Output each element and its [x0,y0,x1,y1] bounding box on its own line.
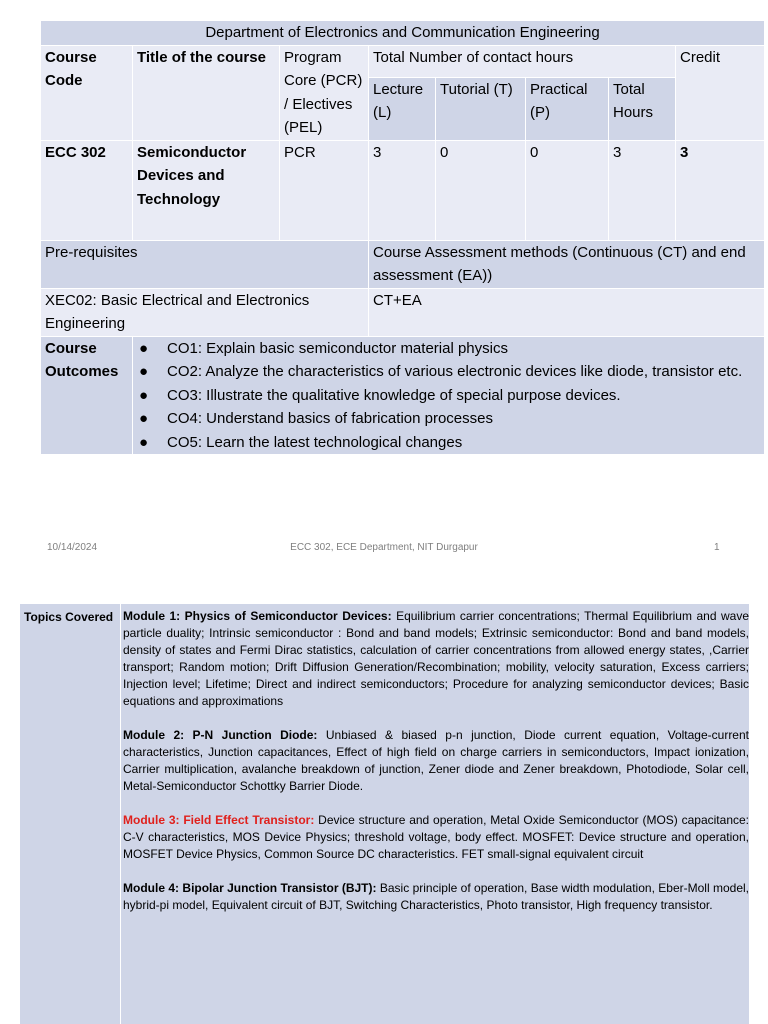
outcomes-label: Course Outcomes [41,336,133,455]
module-1 [123,608,749,710]
course-title: Semiconductor Devices and Technology [133,140,280,240]
header-practical: Practical (P) [526,77,609,140]
prerequisite-value: XEC02: Basic Electrical and Electronics Engineering [41,288,369,336]
module-text: Basic principle of operation, Base width modulation, Eber-Moll model, hybrid-pi model, Equivalent circuit of BJT, Switching Characteristics, Photo transistor, High frequency transistor. [123,881,749,912]
course-tutorial: 0 [436,140,526,240]
course-lecture: 3 [369,140,436,240]
module-text: Equilibrium carrier concentrations; Thermal Equilibrium and wave particle duality; Intrinsic semiconductor : Bond and band models; Extrinsic semiconductor: Bond and band models, density of states and Fermi Dirac statistics, calculation of carrier concentrations from allowed energy states, ,Carrier transport; Random motion; Drift Diffusion Generation/Recombination; mobility, velocity saturation, Excess carriers; Injection level; Lifetime; Direct and indirect semiconductors; Procedure for analyzing semiconductor devices; Basic equations and approximations [123,609,750,708]
bullet-icon: ● [139,386,149,404]
outcomes-cell [133,336,765,455]
course-code: ECC 302 [41,140,133,240]
footer-center: ECC 302, ECE Department, NIT Durgapur [290,542,478,553]
outcome-text: CO2: Analyze the characteristics of various electronic devices like diode, transistor etc. [167,363,743,380]
module-title: Module 2: P-N Junction Diode: [123,728,318,742]
footer-date: 10/14/2024 [47,542,98,553]
topics-body [121,604,749,1024]
bullet-icon: ● [139,339,149,357]
module-title: Module 1: Physics of Semiconductor Devices: [123,609,392,623]
course-practical: 0 [526,140,609,240]
topics-label: Topics Covered [20,604,120,1024]
course-table [40,20,765,455]
outcome-text: CO5: Learn the latest technological changes [167,433,463,451]
module-3 [123,812,749,863]
header-course-title: Title of the course [133,45,280,140]
header-tutorial: Tutorial (T) [436,77,526,140]
module-title-highlighted: Module 3: Field Effect Transistor: [123,813,315,827]
module-4 [123,880,749,914]
prereq-value-row [41,288,765,336]
bullet-icon: ● [139,363,149,380]
bullet-icon: ● [139,410,149,427]
outcome-item [137,360,760,384]
prereq-header-row [41,240,765,288]
outcome-item [137,407,760,431]
course-row [41,140,765,240]
header-course-code: Course Code [41,45,133,140]
header-program: Program Core (PCR) / Electives (PEL) [280,45,369,140]
assessment-label: Course Assessment methods (Continuous (CT) and end assessment (EA)) [369,240,765,288]
module-title: Module 4: Bipolar Junction Transistor (BJT): [123,881,377,895]
header-row [41,45,765,77]
footer-page-number: 1 [714,542,720,553]
module-2 [123,727,749,795]
dept-row [41,21,765,46]
department-title: Department of Electronics and Communication Engineering [41,21,765,46]
header-credit: Credit [676,45,765,140]
slide-footer [0,542,768,556]
course-total: 3 [609,140,676,240]
topics-slide [20,604,749,1024]
module-text: Device structure and operation, Metal Oxide Semiconductor (MOS) capacitance: C-V characteristics, MOS Device Physics; threshold voltage, body effect. MOSFET: Device structure and operation, MOSFET Device Physics, Common Source DC characteristics. FET small-signal equivalent circuit [123,813,749,861]
outcomes-row [41,336,765,455]
assessment-value: CT+EA [369,288,765,336]
prerequisites-label: Pre-requisites [41,240,369,288]
outcomes-list [137,337,760,455]
outcome-text: CO1: Explain basic semiconductor material physics [167,339,508,357]
header-lecture: Lecture (L) [369,77,436,140]
header-contact-hours: Total Number of contact hours [369,45,676,77]
course-credit: 3 [676,140,765,240]
outcome-item [137,431,760,455]
bullet-icon: ● [139,433,149,451]
outcome-text: CO3: Illustrate the qualitative knowledge of special purpose devices. [167,386,621,404]
header-total-hours: Total Hours [609,77,676,140]
outcome-item [137,384,760,408]
course-program: PCR [280,140,369,240]
course-slide [40,20,764,455]
outcome-text: CO4: Understand basics of fabrication processes [167,410,493,427]
module-text: Unbiased & biased p-n junction, Diode current equation, Voltage-current characteristics, Junction capacitances, Effect of high field on charge carriers in semiconductors, Impact ionization, Carrier multiplication, avalanche breakdown of junction, Zener diode and Zener breakdown, Photodiode, Solar cell, Metal-Semiconductor Schottky Barrier Diode. [123,728,749,793]
outcome-item [137,337,760,361]
